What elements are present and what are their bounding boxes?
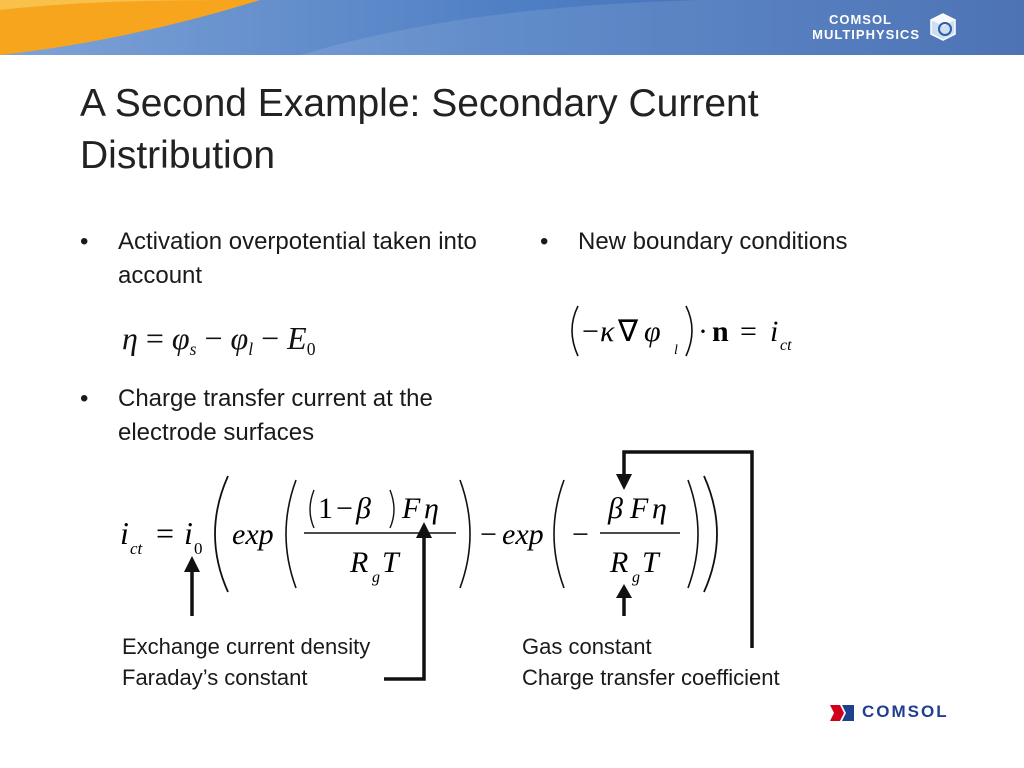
- svg-text:T: T: [642, 546, 659, 579]
- svg-text:R: R: [610, 546, 629, 579]
- caption-faraday-constant: Faraday’s constant: [122, 665, 308, 690]
- svg-text:−: −: [572, 518, 589, 551]
- caption-right: [522, 631, 832, 693]
- comsol-footer-logo: [830, 702, 970, 724]
- arrow-head: [416, 522, 432, 538]
- svg-text:∇: ∇: [618, 315, 639, 348]
- slide-title: A Second Example: Secondary Current Distribution: [80, 82, 759, 177]
- svg-text:F: F: [402, 492, 421, 525]
- bullet-dot: •: [80, 228, 89, 255]
- svg-text:i: i: [770, 315, 779, 348]
- svg-text:=: =: [156, 515, 175, 551]
- bullet-text: Activation overpotential taken into account: [118, 228, 477, 289]
- caption-left: [122, 631, 422, 693]
- svg-text:=: =: [740, 315, 757, 348]
- bullet-text: Charge transfer current at the electrode surfaces: [118, 385, 433, 446]
- svg-text:ct: ct: [130, 539, 143, 558]
- svg-text:β: β: [608, 492, 623, 525]
- equation-overpotential: $\eta = \varphi_s - \varphi_l - E0$: [122, 320, 316, 360]
- svg-text:−: −: [336, 492, 353, 525]
- bullet-dot: •: [540, 228, 549, 255]
- logo-line-comsol: COMSOL: [828, 12, 892, 27]
- arrow-head: [184, 556, 200, 572]
- arrow-head: [616, 474, 632, 490]
- svg-text:exp: exp: [232, 518, 274, 551]
- svg-text:T: T: [382, 546, 399, 579]
- arrow-charge-transfer-coefficient: [624, 452, 752, 648]
- svg-text:η: η: [424, 492, 439, 525]
- svg-text:i: i: [184, 515, 193, 551]
- svg-text:i: i: [120, 515, 129, 551]
- logo-line-multiphysics: MULTIPHYSICS: [812, 27, 920, 42]
- bullet-text: New boundary conditions: [578, 228, 848, 255]
- svg-text:F: F: [630, 492, 649, 525]
- footer-logo-text: COMSOL: [862, 702, 949, 721]
- arrow-head: [616, 584, 632, 598]
- svg-text:g: g: [632, 569, 640, 586]
- svg-text:η: η: [652, 492, 667, 525]
- caption-gas-constant: Gas constant: [522, 634, 652, 659]
- svg-text:0: 0: [194, 539, 203, 558]
- svg-text:R: R: [350, 546, 369, 579]
- svg-text:β: β: [356, 492, 371, 525]
- svg-text:·: ·: [698, 315, 708, 348]
- svg-text:−: −: [480, 518, 497, 551]
- caption-charge-transfer-coefficient: Charge transfer coefficient: [522, 665, 780, 690]
- svg-text:exp: exp: [502, 518, 544, 551]
- svg-text:l: l: [674, 343, 678, 358]
- caption-exchange-current-density: Exchange current density: [122, 634, 371, 659]
- svg-text:−: −: [582, 315, 599, 348]
- svg-text:φ: φ: [644, 315, 661, 348]
- svg-text:g: g: [372, 569, 380, 586]
- svg-text:n: n: [712, 315, 729, 348]
- svg-text:ct: ct: [780, 337, 792, 354]
- comsol-mark-icon: [830, 703, 856, 723]
- svg-text:1: 1: [318, 492, 333, 525]
- bullet-dot: •: [80, 385, 89, 412]
- svg-text:κ: κ: [600, 315, 615, 348]
